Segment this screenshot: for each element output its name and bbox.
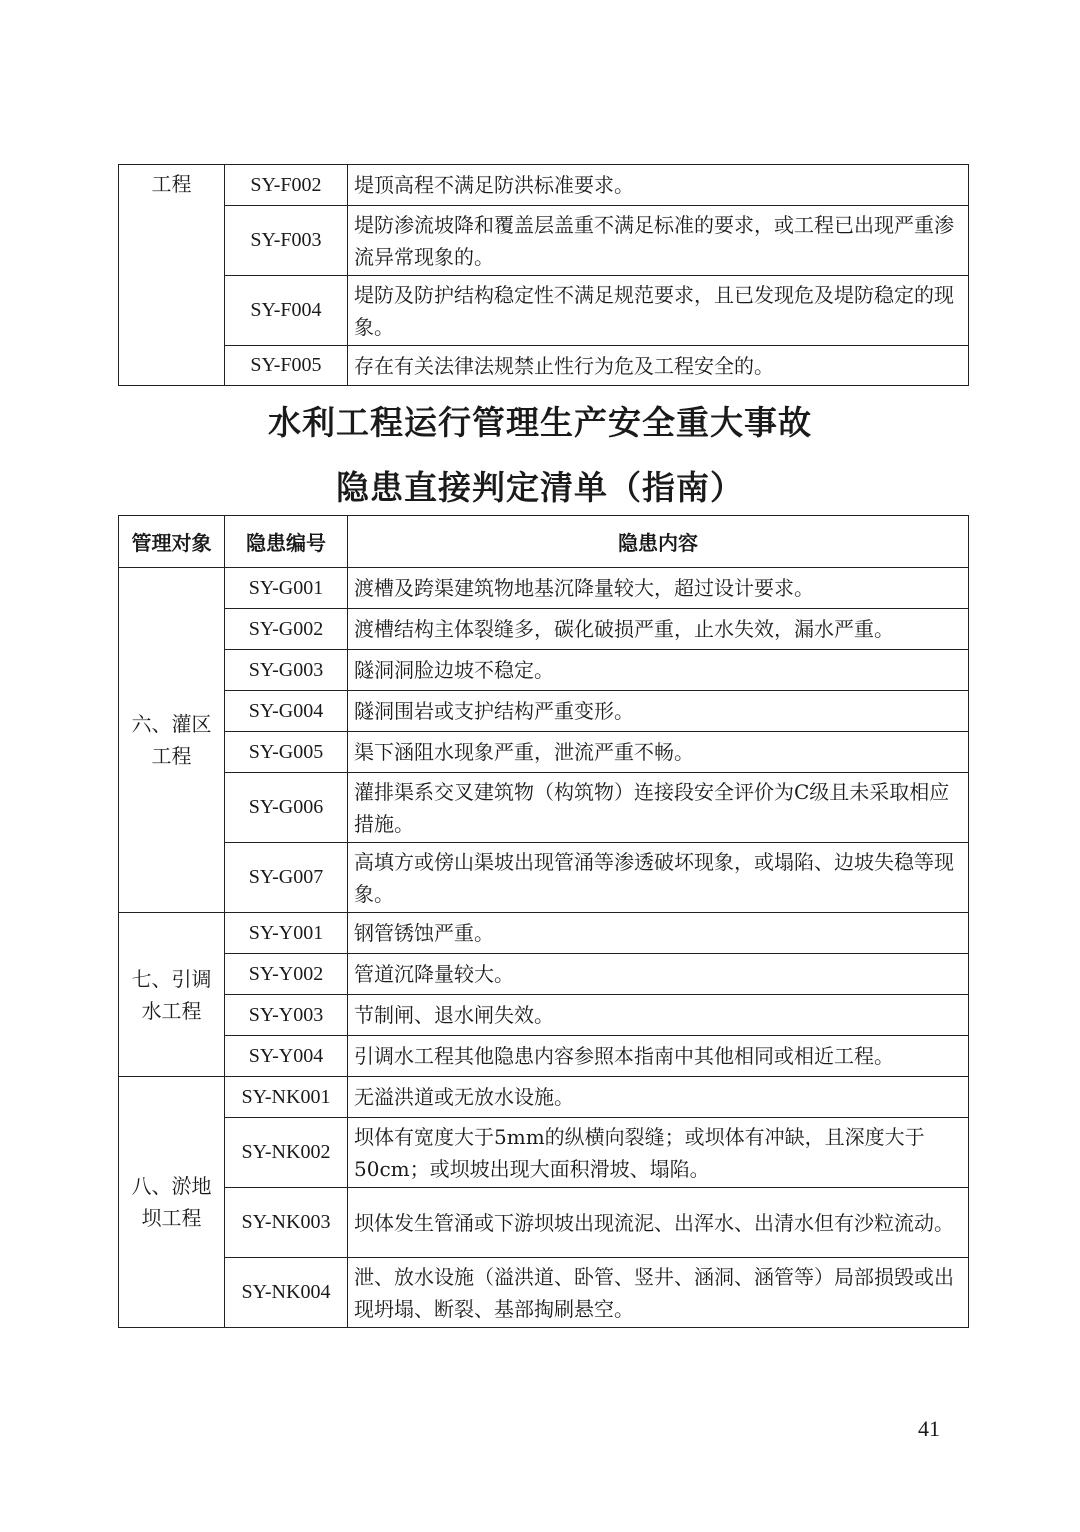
object-cell: 工程 <box>119 165 225 386</box>
object-cell: 七、引调水工程 <box>119 913 225 1077</box>
hazard-content: 管道沉降量较大。 <box>348 954 969 995</box>
hazard-content: 堤防渗流坡降和覆盖层盖重不满足标准的要求，或工程已出现严重渗流异常现象的。 <box>348 206 969 276</box>
hazard-code: SY-NK002 <box>225 1118 348 1188</box>
hazard-code: SY-Y004 <box>225 1036 348 1077</box>
table-row <box>119 954 969 995</box>
hazard-content: 高填方或傍山渠坡出现管涌等渗透破坏现象，或塌陷、边坡失稳等现象。 <box>348 843 969 913</box>
hazard-code: SY-F003 <box>225 206 348 276</box>
hazard-code: SY-F005 <box>225 346 348 386</box>
table-header-row <box>119 516 969 568</box>
table-row <box>119 609 969 650</box>
hazard-code: SY-F004 <box>225 276 348 346</box>
document-title: 水利工程运行管理生产安全重大事故 <box>268 403 812 442</box>
hazard-content: 坝体发生管涌或下游坝坡出现流泥、出浑水、出清水但有沙粒流动。 <box>348 1188 969 1258</box>
table-row <box>119 1258 969 1328</box>
hazard-code: SY-G004 <box>225 691 348 732</box>
header-object: 管理对象 <box>119 516 225 568</box>
hazard-code: SY-Y003 <box>225 995 348 1036</box>
table-row <box>119 732 969 773</box>
table-row <box>119 650 969 691</box>
hazard-content: 隧洞围岩或支护结构严重变形。 <box>348 691 969 732</box>
page-number: 41 <box>918 1416 940 1441</box>
hazard-content: 渡槽及跨渠建筑物地基沉降量较大，超过设计要求。 <box>348 568 969 609</box>
hazard-content: 无溢洪道或无放水设施。 <box>348 1077 969 1118</box>
hazard-content: 引调水工程其他隐患内容参照本指南中其他相同或相近工程。 <box>348 1036 969 1077</box>
hazard-code: SY-Y001 <box>225 913 348 954</box>
continuation-table <box>118 164 969 386</box>
hazard-table <box>118 515 969 1328</box>
hazard-code: SY-F002 <box>225 165 348 206</box>
table-row <box>119 1036 969 1077</box>
table-row <box>119 1118 969 1188</box>
hazard-content: 节制闸、退水闸失效。 <box>348 995 969 1036</box>
hazard-code: SY-NK001 <box>225 1077 348 1118</box>
table-row <box>119 1188 969 1258</box>
hazard-code: SY-G002 <box>225 609 348 650</box>
hazard-code: SY-G007 <box>225 843 348 913</box>
object-cell: 八、淤地坝工程 <box>119 1077 225 1328</box>
table-row <box>119 691 969 732</box>
hazard-content: 堤顶高程不满足防洪标准要求。 <box>348 165 969 206</box>
table-row <box>119 843 969 913</box>
table-row <box>119 913 969 954</box>
hazard-code: SY-NK004 <box>225 1258 348 1328</box>
table-row <box>119 568 969 609</box>
hazard-content: 渡槽结构主体裂缝多，碳化破损严重，止水失效，漏水严重。 <box>348 609 969 650</box>
hazard-content: 渠下涵阻水现象严重，泄流严重不畅。 <box>348 732 969 773</box>
hazard-code: SY-NK003 <box>225 1188 348 1258</box>
hazard-content: 钢管锈蚀严重。 <box>348 913 969 954</box>
table-row <box>119 1077 969 1118</box>
hazard-code: SY-G003 <box>225 650 348 691</box>
hazard-content: 存在有关法律法规禁止性行为危及工程安全的。 <box>348 346 969 386</box>
header-code: 隐患编号 <box>225 516 348 568</box>
hazard-code: SY-Y002 <box>225 954 348 995</box>
hazard-content: 泄、放水设施（溢洪道、卧管、竖井、涵洞、涵管等）局部损毁或出现坍塌、断裂、基部掏刷悬空。 <box>348 1258 969 1328</box>
header-content: 隐患内容 <box>348 516 969 568</box>
hazard-code: SY-G006 <box>225 773 348 843</box>
hazard-code: SY-G001 <box>225 568 348 609</box>
document-subtitle: 隐患直接判定清单（指南） <box>336 468 744 507</box>
hazard-content: 堤防及防护结构稳定性不满足规范要求，且已发现危及堤防稳定的现象。 <box>348 276 969 346</box>
table-row <box>119 995 969 1036</box>
table-row <box>119 773 969 843</box>
hazard-content: 隧洞洞脸边坡不稳定。 <box>348 650 969 691</box>
hazard-content: 灌排渠系交叉建筑物（构筑物）连接段安全评价为C级且未采取相应措施。 <box>348 773 969 843</box>
hazard-content: 坝体有宽度大于5mm的纵横向裂缝；或坝体有冲缺，且深度大于50cm；或坝坡出现大面积滑坡、塌陷。 <box>348 1118 969 1188</box>
object-cell: 六、灌区工程 <box>119 568 225 913</box>
hazard-code: SY-G005 <box>225 732 348 773</box>
